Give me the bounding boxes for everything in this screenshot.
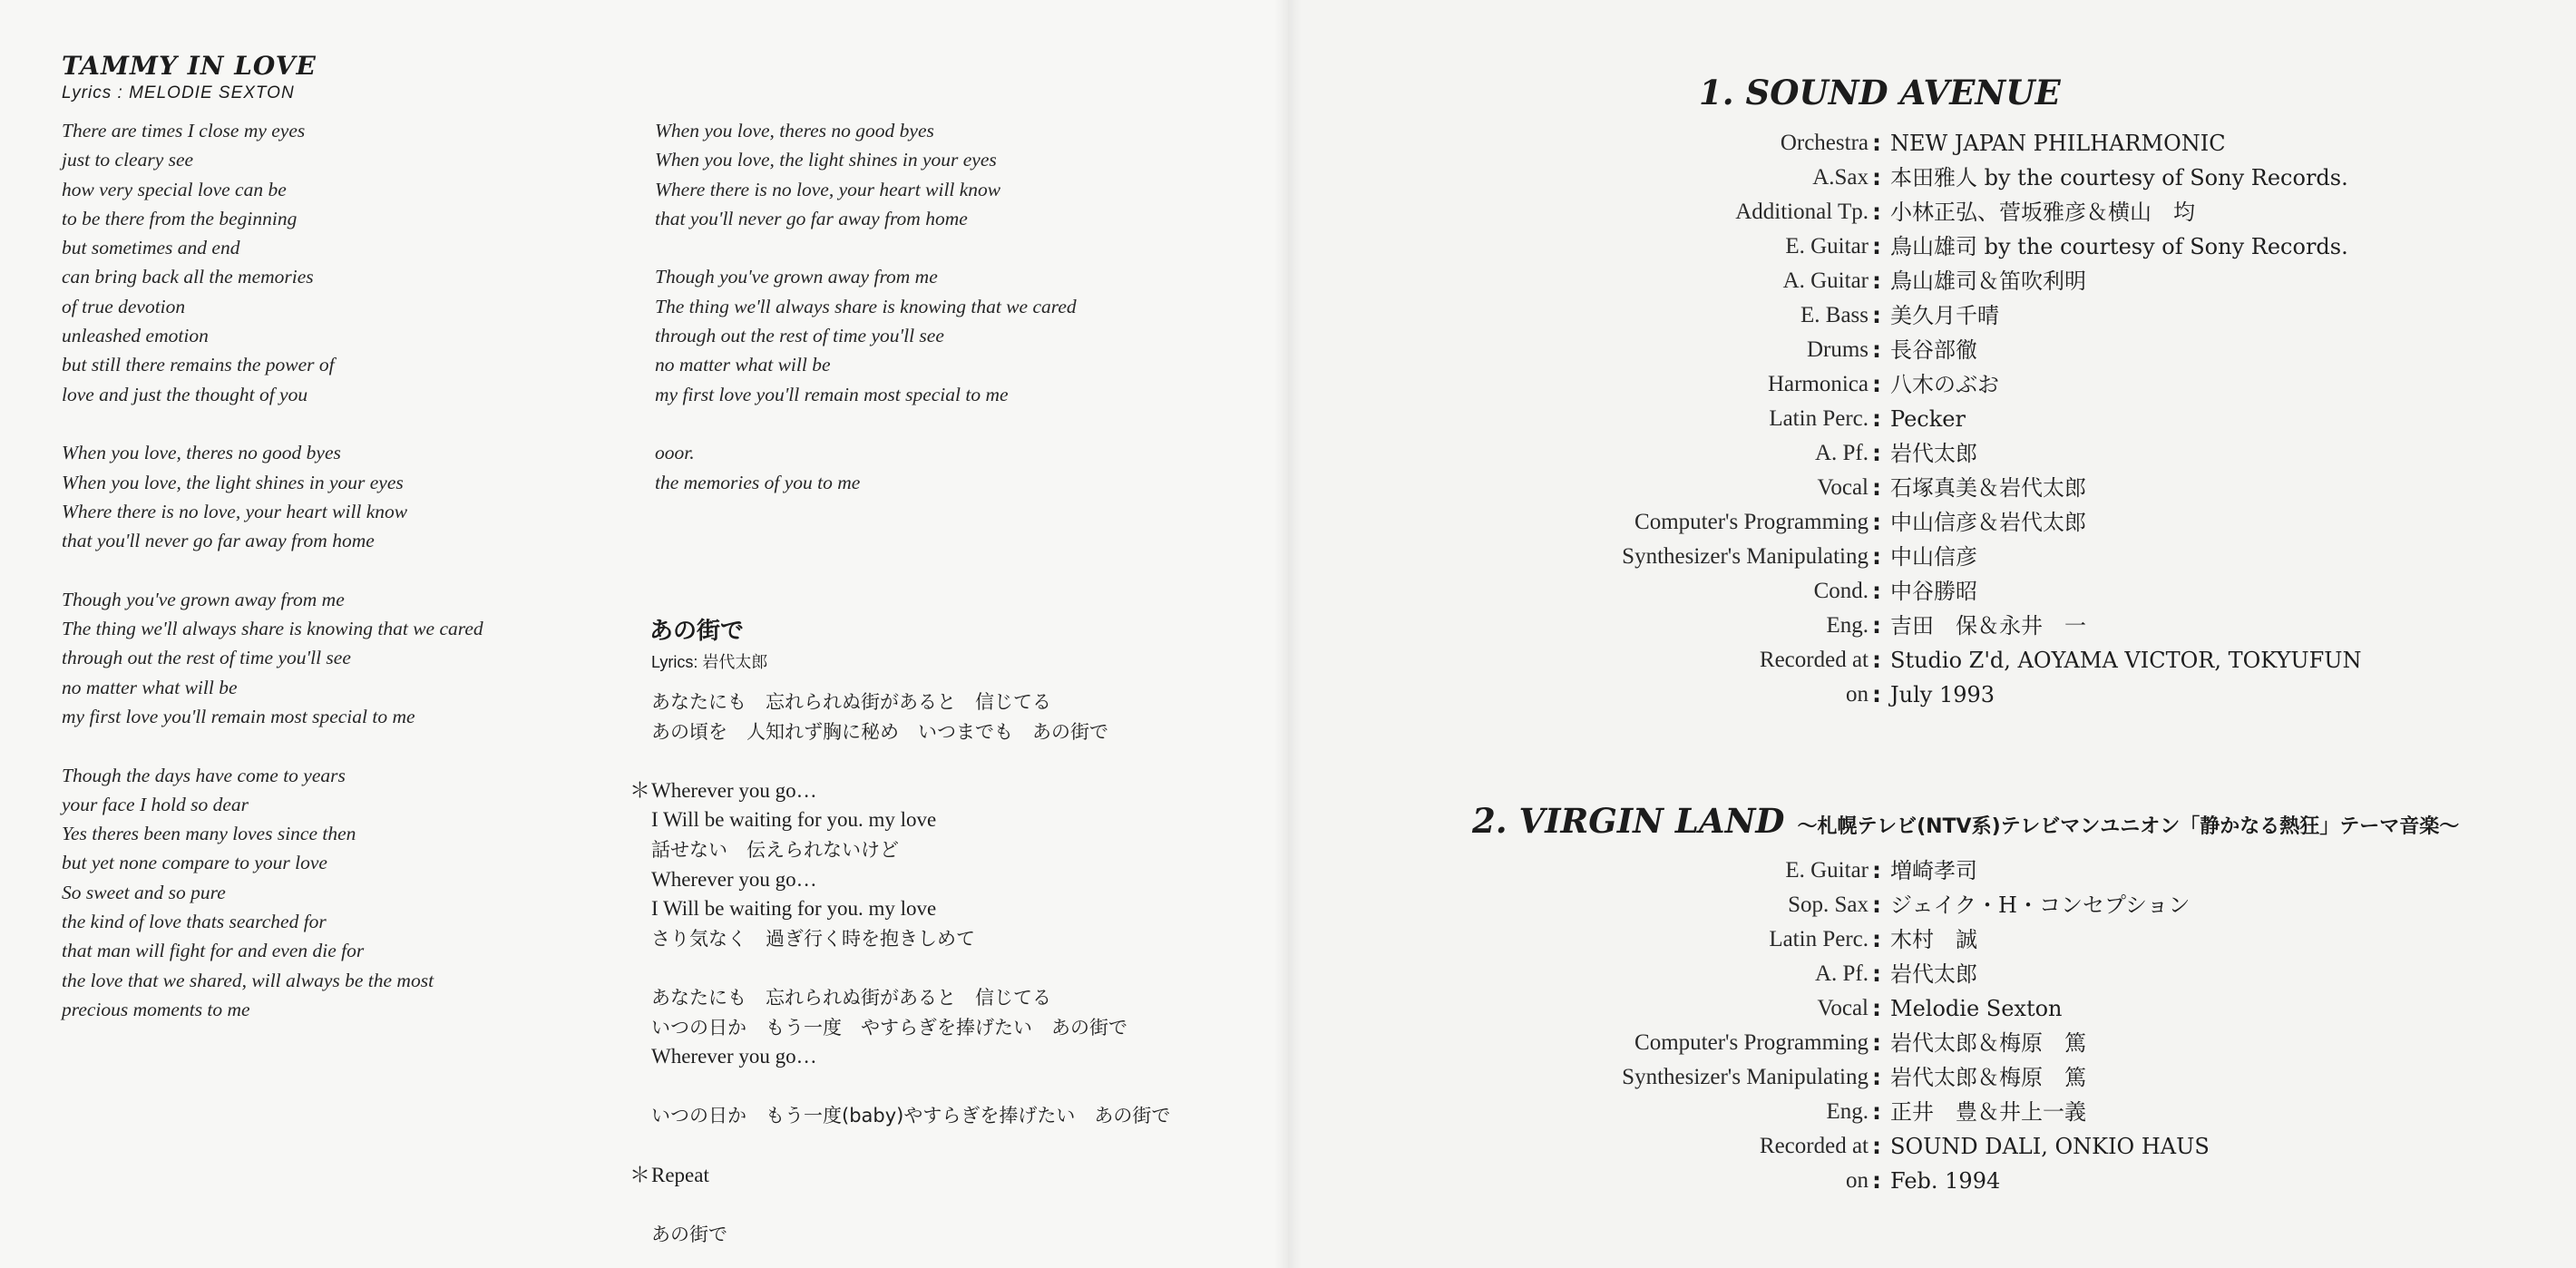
- credit-role: E. Guitar: [1785, 234, 1869, 258]
- jp-lyric-line: [651, 835, 1277, 865]
- lyric-line: precious moments to me: [62, 998, 250, 1020]
- lyric-gap: [651, 746, 1277, 776]
- credit-role: Vocal: [1817, 475, 1869, 500]
- credit-row: [1288, 161, 2576, 195]
- credit-role: E. Bass: [1800, 303, 1869, 327]
- credit-name: Melodie Sexton: [1890, 996, 2063, 1021]
- credit-role: Sop. Sax: [1788, 892, 1869, 917]
- credit-separator: :: [1872, 337, 1881, 363]
- jp-song-title: あの街で: [649, 618, 745, 645]
- jp-lyric-text: いつの日か もう一度 やすらぎを捧げたい あの街で: [651, 1016, 1127, 1039]
- jp-lyric-line: [651, 1042, 1277, 1072]
- lyric-line: ooor.: [655, 442, 695, 464]
- lyric-line: The thing we'll always share is knowing that we cared: [655, 295, 1077, 317]
- jp-lyric-line: [651, 865, 1277, 895]
- jp-lyric-text: Repeat: [651, 1163, 709, 1186]
- credit-name: SOUND DALI, ONKIO HAUS: [1890, 1134, 2210, 1159]
- lyrics-stanza: [62, 438, 624, 555]
- jp-lyric-text: Wherever you go…: [651, 1045, 817, 1068]
- jp-lyric-text: Wherever you go…: [651, 867, 817, 891]
- credit-row: [1288, 264, 2576, 298]
- credit-role: A.Sax: [1812, 165, 1869, 190]
- credit-name: 木村 誠: [1890, 927, 1977, 952]
- lyric-line: that man will fight for and even die for: [62, 940, 365, 962]
- credit-role: Computer's Programming: [1634, 510, 1869, 534]
- credit-separator: :: [1872, 1098, 1881, 1125]
- jp-song-credit: Lyrics: 岩代太郎: [651, 653, 768, 671]
- credit-role: Drums: [1806, 337, 1869, 362]
- credit-row: [1288, 678, 2576, 712]
- lyric-line: When you love, theres no good byes: [62, 442, 341, 464]
- credit-separator: :: [1872, 302, 1881, 328]
- credit-row: [1288, 367, 2576, 402]
- credit-name: 中谷勝昭: [1890, 579, 1977, 604]
- lyric-line: through out the rest of time you'll see: [655, 325, 944, 347]
- lyric-line: There are times I close my eyes: [62, 120, 306, 141]
- credit-role: Eng.: [1826, 613, 1869, 638]
- track-1-credits: [1288, 126, 2576, 712]
- jp-lyric-line: [629, 1161, 1277, 1191]
- lyric-line: no matter what will be: [655, 354, 831, 376]
- credit-name: NEW JAPAN PHILHARMONIC: [1890, 131, 2226, 156]
- repeat-marker: ＊: [629, 778, 650, 803]
- credit-separator: :: [1872, 647, 1881, 673]
- credit-separator: :: [1872, 199, 1881, 225]
- credit-row: [1288, 1164, 2576, 1198]
- jp-lyrics: [629, 688, 1277, 1249]
- credit-row: [1288, 298, 2576, 333]
- track-2-credits: [1288, 853, 2576, 1198]
- lyric-line: When you love, theres no good byes: [655, 120, 934, 141]
- lyric-line: how very special love can be: [62, 178, 287, 200]
- credit-name: Pecker: [1890, 406, 1966, 432]
- credit-name: Feb. 1994: [1890, 1168, 2001, 1194]
- credit-separator: :: [1872, 892, 1881, 918]
- credit-separator: :: [1872, 405, 1881, 432]
- lyrics-stanza: [655, 116, 1244, 233]
- credit-row: [1288, 888, 2576, 922]
- lyric-line: but still there remains the power of: [62, 354, 335, 376]
- credit-row: [1288, 402, 2576, 436]
- credit-separator: :: [1872, 164, 1881, 190]
- lyric-line: just to cleary see: [62, 149, 194, 171]
- credit-name: 小林正弘、菅坂雅彦＆横山 均: [1890, 200, 2195, 225]
- lyrics-column-1: [62, 116, 624, 1054]
- credit-role: Synthesizer's Manipulating: [1622, 1065, 1869, 1089]
- credit-role: Cond.: [1813, 579, 1869, 603]
- lyric-line: my first love you'll remain most special to me: [62, 705, 415, 727]
- lyric-line: When you love, the light shines in your eyes: [62, 471, 404, 493]
- credit-role: A. Pf.: [1814, 441, 1869, 465]
- jp-lyric-text: あの頃を 人知れず胸に秘め いつまでも あの街で: [651, 720, 1108, 743]
- credit-row: [1288, 643, 2576, 678]
- jp-lyric-text: Wherever you go…: [651, 778, 817, 802]
- credit-name: 岩代太郎＆梅原 篤: [1890, 1065, 2086, 1090]
- credit-separator: :: [1872, 509, 1881, 535]
- lyric-line: that you'll never go far away from home: [62, 530, 375, 552]
- credit-row: [1288, 471, 2576, 505]
- lyric-line: to be there from the beginning: [62, 207, 298, 229]
- lyric-gap: [651, 953, 1277, 983]
- lyrics-stanza: [62, 761, 624, 1025]
- jp-lyric-line: [651, 894, 1277, 924]
- lyric-line: but yet none compare to your love: [62, 852, 327, 874]
- credit-name: 長谷部徹: [1890, 337, 1977, 363]
- lyric-line: Though the days have come to years: [62, 764, 346, 786]
- lyric-line: So sweet and so pure: [62, 881, 226, 903]
- credit-name: Studio Z'd, AOYAMA VICTOR, TOKYUFUN: [1890, 648, 2362, 673]
- credit-name: 正井 豊＆井上一義: [1890, 1099, 2086, 1125]
- credit-separator: :: [1872, 268, 1881, 294]
- track-2-subtitle: ～札幌テレビ(NTV系)テレビマンユニオン「静かなる熱狂」テーマ音楽～: [1797, 815, 2460, 838]
- repeat-marker: ＊: [629, 1163, 650, 1187]
- lyrics-stanza: [62, 116, 624, 409]
- credit-separator: :: [1872, 233, 1881, 259]
- credit-name: 鳥山雄司＆笛吹利明: [1890, 268, 2086, 294]
- jp-lyric-text: I Will be waiting for you. my love: [651, 897, 937, 921]
- jp-lyric-line: [629, 776, 1277, 806]
- credit-separator: :: [1872, 612, 1881, 639]
- lyric-line: that you'll never go far away from home: [655, 207, 968, 229]
- track-1-title: [1699, 73, 2061, 112]
- lyric-line: the kind of love thats searched for: [62, 911, 327, 933]
- lyric-line: Yes theres been many loves since then: [62, 823, 356, 845]
- credit-role: E. Guitar: [1785, 858, 1869, 883]
- credit-row: [1288, 957, 2576, 991]
- credit-name: 岩代太郎: [1890, 961, 1977, 987]
- lyric-line: the memories of you to me: [655, 471, 861, 493]
- lyric-line: love and just the thought of you: [62, 383, 308, 405]
- credit-role: Computer's Programming: [1634, 1030, 1869, 1055]
- jp-lyric-line: [651, 1013, 1277, 1043]
- credit-separator: :: [1872, 1064, 1881, 1090]
- lyric-gap: [651, 1072, 1277, 1102]
- credit-separator: :: [1872, 578, 1881, 604]
- credit-separator: :: [1872, 857, 1881, 883]
- lyric-line: Though you've grown away from me: [62, 588, 345, 610]
- track-2-title-text: 2. VIRGIN LAND: [1472, 801, 1785, 841]
- credit-role: Vocal: [1817, 996, 1869, 1020]
- jp-lyric-text: あの街で: [651, 1223, 727, 1245]
- jp-lyric-text: I Will be waiting for you. my love: [651, 808, 937, 832]
- credit-row: [1288, 505, 2576, 540]
- credit-role: Latin Perc.: [1769, 406, 1869, 431]
- jp-lyric-line: [651, 688, 1277, 717]
- credit-role: Additional Tp.: [1735, 200, 1869, 224]
- credit-row: [1288, 609, 2576, 643]
- jp-lyric-text: 話せない 伝えられないけど: [651, 838, 899, 861]
- credit-row: [1288, 333, 2576, 367]
- credit-name: 岩代太郎＆梅原 篤: [1890, 1030, 2086, 1056]
- credit-name: 鳥山雄司 by the courtesy of Sony Records.: [1890, 234, 2348, 259]
- credit-role: Latin Perc.: [1769, 927, 1869, 951]
- credit-separator: :: [1872, 1133, 1881, 1159]
- credit-row: [1288, 574, 2576, 609]
- jp-lyric-line: [651, 924, 1277, 954]
- credit-row: [1288, 436, 2576, 471]
- credit-row: [1288, 1060, 2576, 1095]
- credit-role: Recorded at: [1759, 648, 1869, 672]
- jp-lyric-text: さり気なく 過ぎ行く時を抱きしめて: [651, 927, 975, 950]
- credit-row: [1288, 540, 2576, 574]
- credit-separator: :: [1872, 681, 1881, 707]
- credit-name: 石塚真美＆岩代太郎: [1890, 475, 2086, 501]
- credit-separator: :: [1872, 926, 1881, 952]
- credit-separator: :: [1872, 474, 1881, 501]
- jp-lyric-line: [651, 983, 1277, 1013]
- lyric-line: through out the rest of time you'll see: [62, 647, 351, 669]
- lyrics-credit: Lyrics : MELODIE SEXTON: [62, 83, 295, 102]
- lyric-line: When you love, the light shines in your eyes: [655, 149, 997, 171]
- credit-separator: :: [1872, 995, 1881, 1021]
- lyric-line: The thing we'll always share is knowing that we cared: [62, 618, 483, 640]
- credit-separator: :: [1872, 1029, 1881, 1056]
- credit-role: A. Pf.: [1814, 961, 1869, 986]
- jp-lyric-text: いつの日か もう一度(baby)やすらぎを捧げたい あの街で: [651, 1105, 1171, 1127]
- lyric-line: unleashed emotion: [62, 325, 209, 347]
- credit-name: 美久月千晴: [1890, 303, 1999, 328]
- lyric-line: but sometimes and end: [62, 237, 240, 259]
- credit-role: on: [1846, 682, 1869, 707]
- credit-role: Orchestra: [1780, 131, 1869, 155]
- credit-role: Eng.: [1826, 1099, 1869, 1124]
- lyrics-stanza: [62, 585, 624, 731]
- credit-separator: :: [1872, 1167, 1881, 1194]
- credit-name: 吉田 保＆永井 一: [1890, 613, 2086, 639]
- credit-row: [1288, 126, 2576, 161]
- jp-lyric-line: [651, 1101, 1277, 1131]
- credit-name: ジェイク・H・コンセプション: [1890, 892, 2191, 918]
- track-2-title: [1472, 801, 2459, 841]
- lyrics-column-2: [655, 116, 1244, 526]
- jp-lyric-text: あなたにも 忘れられぬ街があると 信じてる: [651, 986, 1051, 1009]
- jp-lyric-line: [651, 805, 1277, 835]
- song-title: TAMMY IN LOVE: [62, 51, 317, 81]
- jp-lyric-line: [651, 1220, 1277, 1250]
- credit-row: [1288, 1026, 2576, 1060]
- credit-name: 岩代太郎: [1890, 441, 1977, 466]
- lyric-line: your face I hold so dear: [62, 793, 249, 815]
- jp-lyric-line: [651, 717, 1277, 747]
- credit-separator: :: [1872, 371, 1881, 397]
- lyric-line: the love that we shared, will always be the most: [62, 969, 434, 991]
- credit-role: A. Guitar: [1782, 268, 1869, 293]
- lyrics-stanza: [655, 438, 1244, 497]
- credit-row: [1288, 922, 2576, 957]
- credit-role: Harmonica: [1767, 372, 1869, 396]
- jp-lyric-text: あなたにも 忘れられぬ街があると 信じてる: [651, 691, 1051, 713]
- credit-role: on: [1846, 1168, 1869, 1193]
- lyric-gap: [651, 1190, 1277, 1220]
- credit-separator: :: [1872, 543, 1881, 570]
- credit-name: 増崎孝司: [1890, 858, 1977, 883]
- credit-name: 八木のぶお: [1890, 372, 1999, 397]
- credit-name: 中山信彦＆岩代太郎: [1890, 510, 2086, 535]
- credit-name: July 1993: [1890, 682, 1995, 707]
- track-1-title-text: 1. SOUND AVENUE: [1699, 73, 2061, 112]
- credit-name: 中山信彦: [1890, 544, 1977, 570]
- credit-row: [1288, 991, 2576, 1026]
- credit-separator: :: [1872, 961, 1881, 987]
- lyric-line: Where there is no love, your heart will know: [62, 500, 408, 522]
- lyric-line: Though you've grown away from me: [655, 266, 938, 288]
- lyric-line: no matter what will be: [62, 676, 238, 698]
- credit-row: [1288, 229, 2576, 264]
- credit-row: [1288, 853, 2576, 888]
- lyrics-stanza: [655, 262, 1244, 408]
- credit-role: Synthesizer's Manipulating: [1622, 544, 1869, 569]
- lyric-gap: [651, 1131, 1277, 1161]
- credit-name: 本田雅人 by the courtesy of Sony Records.: [1890, 165, 2348, 190]
- lyric-line: of true devotion: [62, 295, 186, 317]
- credit-row: [1288, 195, 2576, 229]
- credit-role: Recorded at: [1759, 1134, 1869, 1158]
- lyric-line: can bring back all the memories: [62, 266, 314, 288]
- credit-row: [1288, 1095, 2576, 1129]
- credit-row: [1288, 1129, 2576, 1164]
- lyric-line: my first love you'll remain most special to me: [655, 383, 1009, 405]
- credit-separator: :: [1872, 440, 1881, 466]
- credit-separator: :: [1872, 130, 1881, 156]
- lyric-line: Where there is no love, your heart will know: [655, 178, 1001, 200]
